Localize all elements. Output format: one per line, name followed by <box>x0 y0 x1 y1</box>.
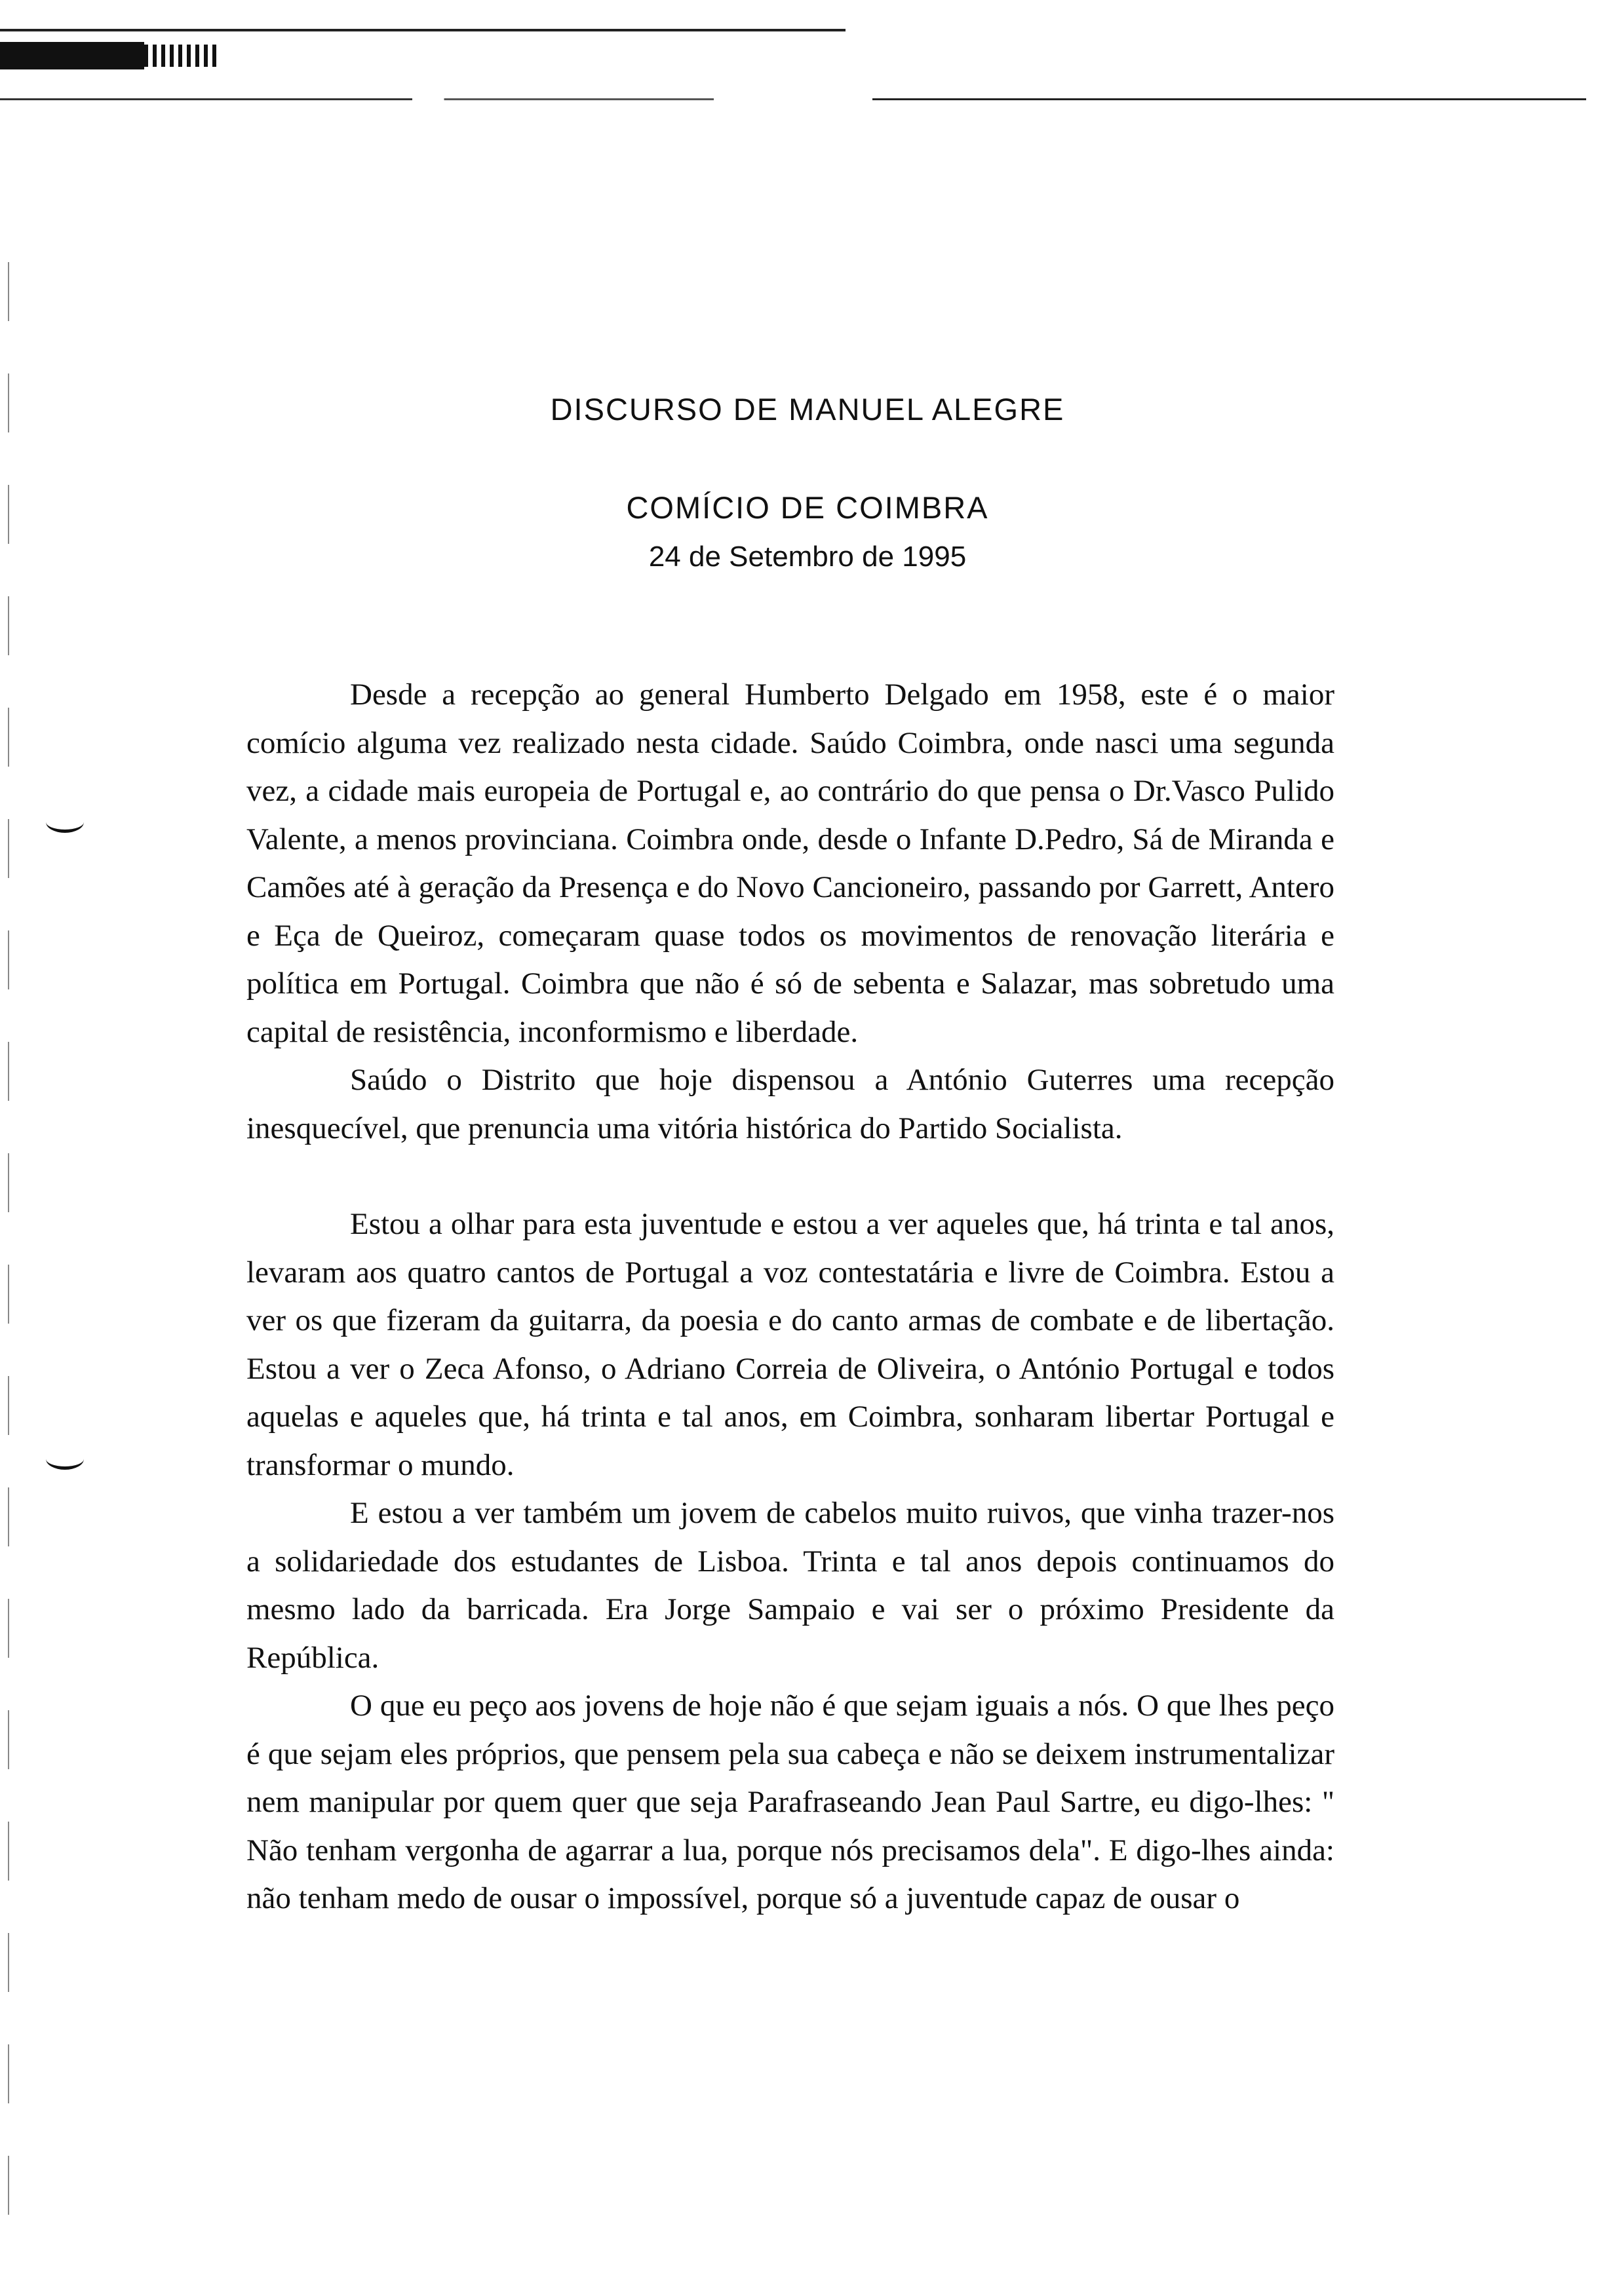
punch-hole-mark <box>46 1448 84 1470</box>
speech-paragraph: Estou a olhar para esta juventude e estou a ver aqueles que, há trinta e tal anos, levaram aos quatro cantos de Portugal a voz contestatária e livre de Coimbra. Estou a ver os que fizeram da guitarra, da poesia e do canto armas de combate e de libertação. Estou a ver o Zeca Afonso, o Adriano Correia de Oliveira, o António Portugal e todos aquelas e aqueles que, há trinta e tal anos, em Coimbra, sonharam libertar Portugal e transformar o mundo. <box>246 1207 1334 1482</box>
speech-body <box>246 671 1334 1923</box>
scan-edge-line <box>0 29 846 31</box>
speech-paragraph: O que eu peço aos jovens de hoje não é que sejam iguais a nós. O que lhes peço é que sejam eles próprios, que pensem pela sua cabeça e não se deixem instrumentalizar nem manipular por quem quer que seja Parafraseando Jean Paul Sartre, eu digo-lhes: " Não tenham vergonha de agarrar a lua, porque nós precisamos dela". E digo-lhes ainda: não tenham medo de ousar o impossível, porque só a juventude capaz de ousar o <box>246 1689 1334 1915</box>
page-title: DISCURSO DE MANUEL ALEGRE <box>550 392 1065 427</box>
event-date: 24 de Setembro de 1995 <box>648 541 967 573</box>
speech-paragraph: Desde a recepção ao general Humberto Delgado em 1958, este é o maior comício alguma vez realizado nesta cidade. Saúdo Coimbra, onde nasci uma segunda vez, a cidade mais europeia de Portugal e, ao contrário do que pensa o Dr.Vasco Pulido Valente, a menos provinciana. Coimbra onde, desde o Infante D.Pedro, Sá de Miranda e Camões até à geração da Presença e do Novo Cancioneiro, passando por Garrett, Antero e Eça de Queiroz, começaram quase todos os movimentos de renovação literária e política em Portugal. Coimbra que não é só de sebenta e Salazar, mas sobretudo uma capital de resistência, inconformismo e liberdade. <box>246 678 1334 1049</box>
scan-edge-bar <box>0 42 144 69</box>
speech-paragraph: E estou a ver também um jovem de cabelos muito ruivos, que vinha trazer-nos a solidariedade dos estudantes de Lisboa. Trinta e tal anos depois continuamos do mesmo lado da barricada. Era Jorge Sampaio e vai ser o próximo Presidente da República. <box>246 1496 1334 1675</box>
scan-header-rule <box>0 98 1586 100</box>
event-subtitle: COMÍCIO DE COIMBRA <box>626 490 989 525</box>
scan-edge-ticks <box>144 45 216 67</box>
speech-paragraph: Saúdo o Distrito que hoje dispensou a António Guterres uma recepção inesquecível, que prenuncia uma vitória histórica do Partido Socialista. <box>246 1063 1334 1145</box>
punch-hole-mark <box>46 811 84 833</box>
